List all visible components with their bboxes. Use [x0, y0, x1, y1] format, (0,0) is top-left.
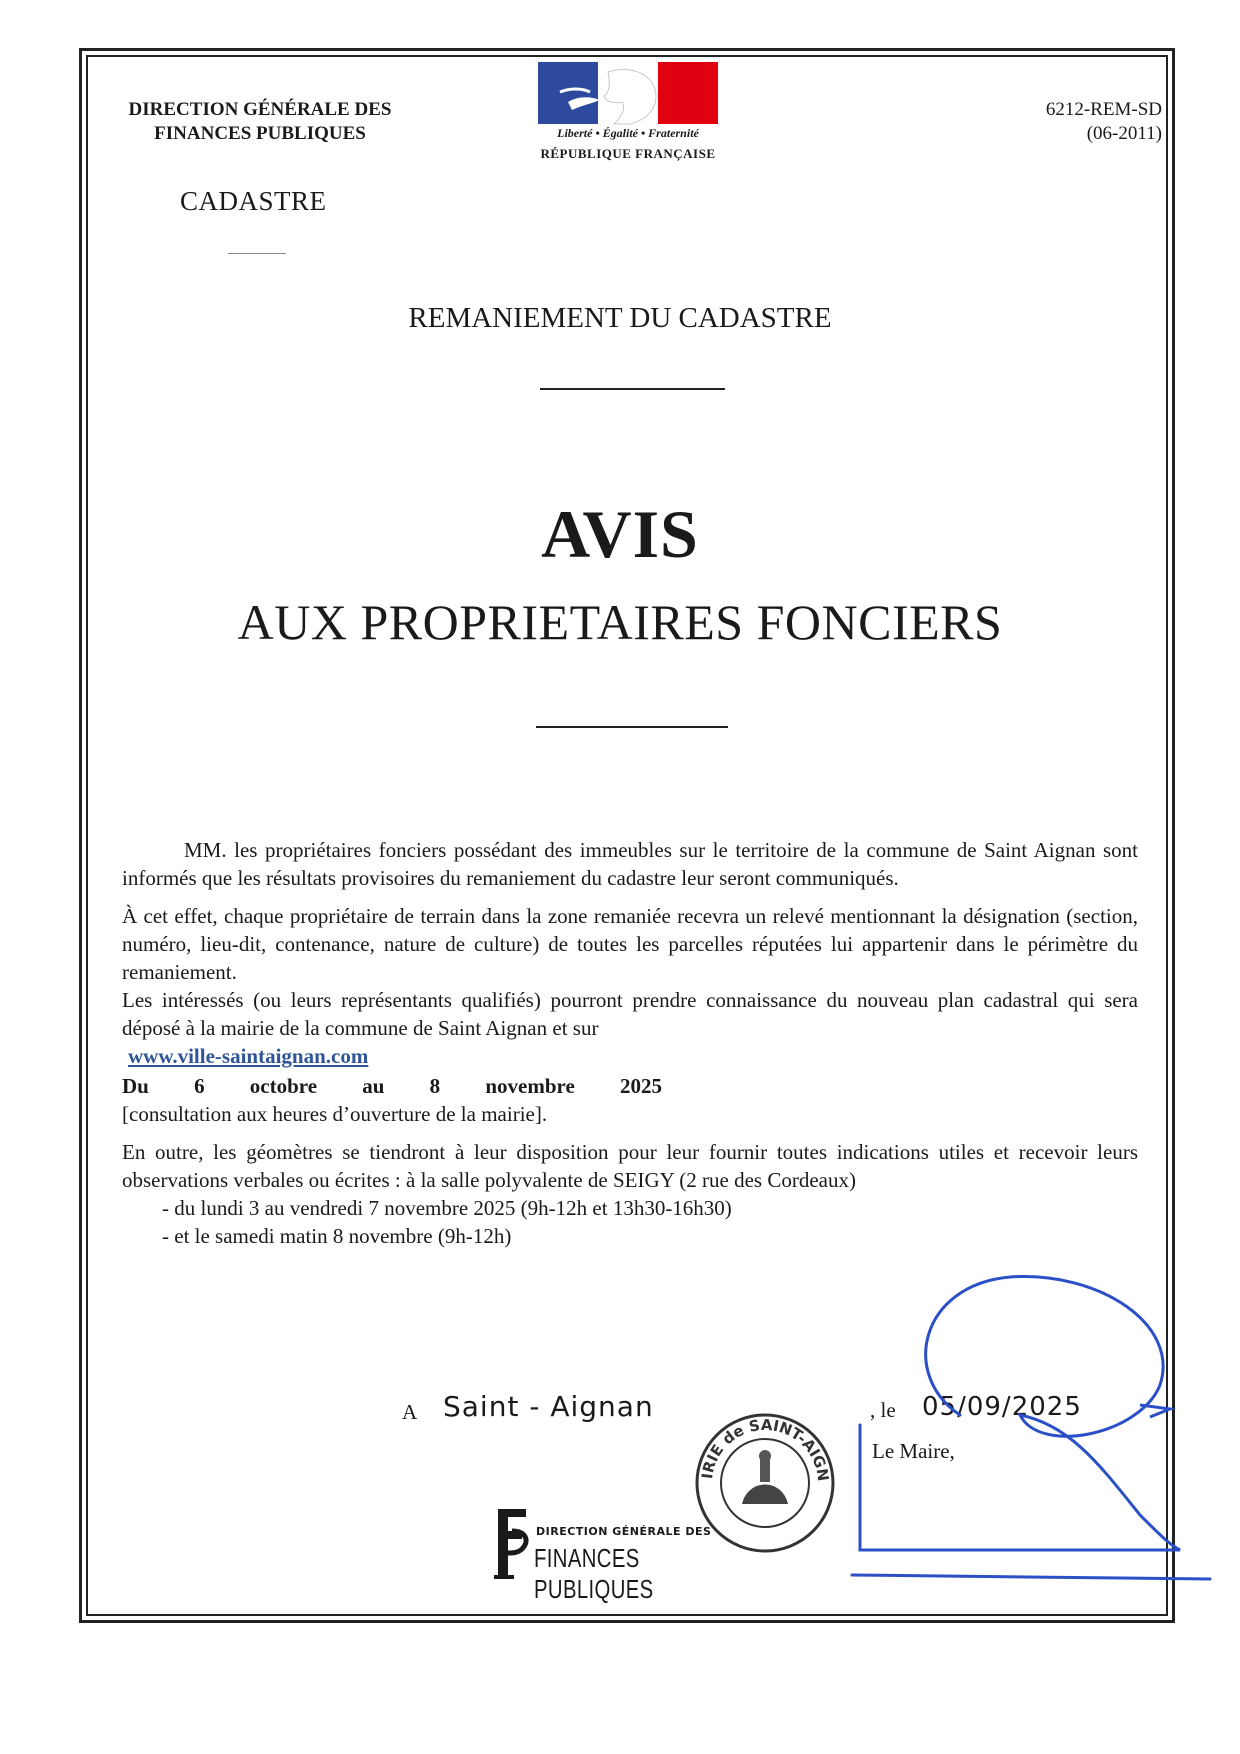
dgfip-footer-logo — [492, 1505, 772, 1604]
form-ref-date: (06-2011) — [1086, 123, 1162, 144]
date-word: 8 — [429, 1074, 441, 1098]
date-word: 6 — [194, 1074, 205, 1098]
date-label: , le — [870, 1398, 896, 1422]
divider — [228, 253, 286, 254]
form-reference — [1046, 98, 1162, 146]
date-word: au — [362, 1074, 385, 1098]
republique-francaise-logo — [538, 62, 718, 170]
logo-republic: RÉPUBLIQUE FRANÇAISE — [540, 146, 716, 161]
page-title: AVIS — [541, 496, 699, 572]
date-word: Du — [122, 1074, 149, 1098]
website-link[interactable]: www.ville-saintaignan.com — [128, 1044, 369, 1068]
date-word: 2025 — [619, 1074, 662, 1098]
date-word: octobre — [249, 1074, 318, 1098]
dgfip-header — [110, 98, 410, 146]
subtitle: REMANIEMENT DU CADASTRE — [408, 302, 832, 334]
footer-logo-line1: DIRECTION GÉNÉRALE DES — [536, 1525, 712, 1538]
paragraph-consultation: Les intéressés (ou leurs représentants qualifiés) pourront prendre connaissance du nouveau plan cadastral qui sera déposé à la mairie de la commune de Saint Aignan et sur — [122, 988, 1138, 1040]
handwritten-date: 05/09/2025 — [922, 1392, 1082, 1422]
stamp-text: IRIE de SAINT-AIGN — [698, 1415, 833, 1483]
handwritten-place: Saint - Aignan — [443, 1390, 654, 1423]
fp-monogram-icon — [492, 1505, 532, 1583]
notice-body — [122, 836, 1138, 1250]
consultation-hours: [consultation aux heures d’ouverture de la mairie]. — [122, 1102, 548, 1126]
signatory-title: Le Maire, — [872, 1439, 955, 1463]
footer-logo-line2: FINANCES PUBLIQUES — [534, 1543, 654, 1604]
divider — [536, 726, 728, 728]
cadastre-label: CADASTRE — [180, 186, 327, 216]
place-label: A — [402, 1400, 418, 1424]
dgfip-line2: FINANCES PUBLIQUES — [154, 123, 366, 144]
paragraph-geometres: En outre, les géomètres se tiendront à leur disposition pour leur fournir toutes indications utiles et recevoir leurs observations verbales ou écrites : à la salle polyvalente de SEIGY (2 rue des Cordeaux) — [122, 1140, 1138, 1192]
paragraph-releve: À cet effet, chaque propriétaire de terrain dans la zone remaniée recevra un relevé mentionnant la désignation (section, numéro, lieu-dit, contenance, nature de culture) de toutes les parcelles réputées lui appartenir dans le périmètre du remaniement. — [122, 904, 1138, 984]
page-subtitle: AUX PROPRIETAIRES FONCIERS — [237, 594, 1003, 650]
form-ref-code: 6212-REM-SD — [1045, 99, 1162, 120]
logo-motto: Liberté • Égalité • Fraternité — [557, 126, 699, 140]
divider — [540, 388, 725, 390]
paragraph-owners: MM. les propriétaires fonciers possédant des immeubles sur le territoire de la commune de Saint Aignan sont informés que les résultats provisoires du remaniement du cadastre leur seront communiqués. — [122, 838, 1138, 890]
dgfip-line1: DIRECTION GÉNÉRALE DES — [128, 99, 392, 120]
date-word: novembre — [485, 1074, 575, 1098]
mayor-signature — [840, 1265, 1220, 1595]
consultation-dates — [122, 1072, 662, 1100]
schedule-item: - et le samedi matin 8 novembre (9h-12h) — [162, 1224, 512, 1248]
schedule-item: - du lundi 3 au vendredi 7 novembre 2025 (9h-12h et 13h30-16h30) — [162, 1196, 732, 1220]
